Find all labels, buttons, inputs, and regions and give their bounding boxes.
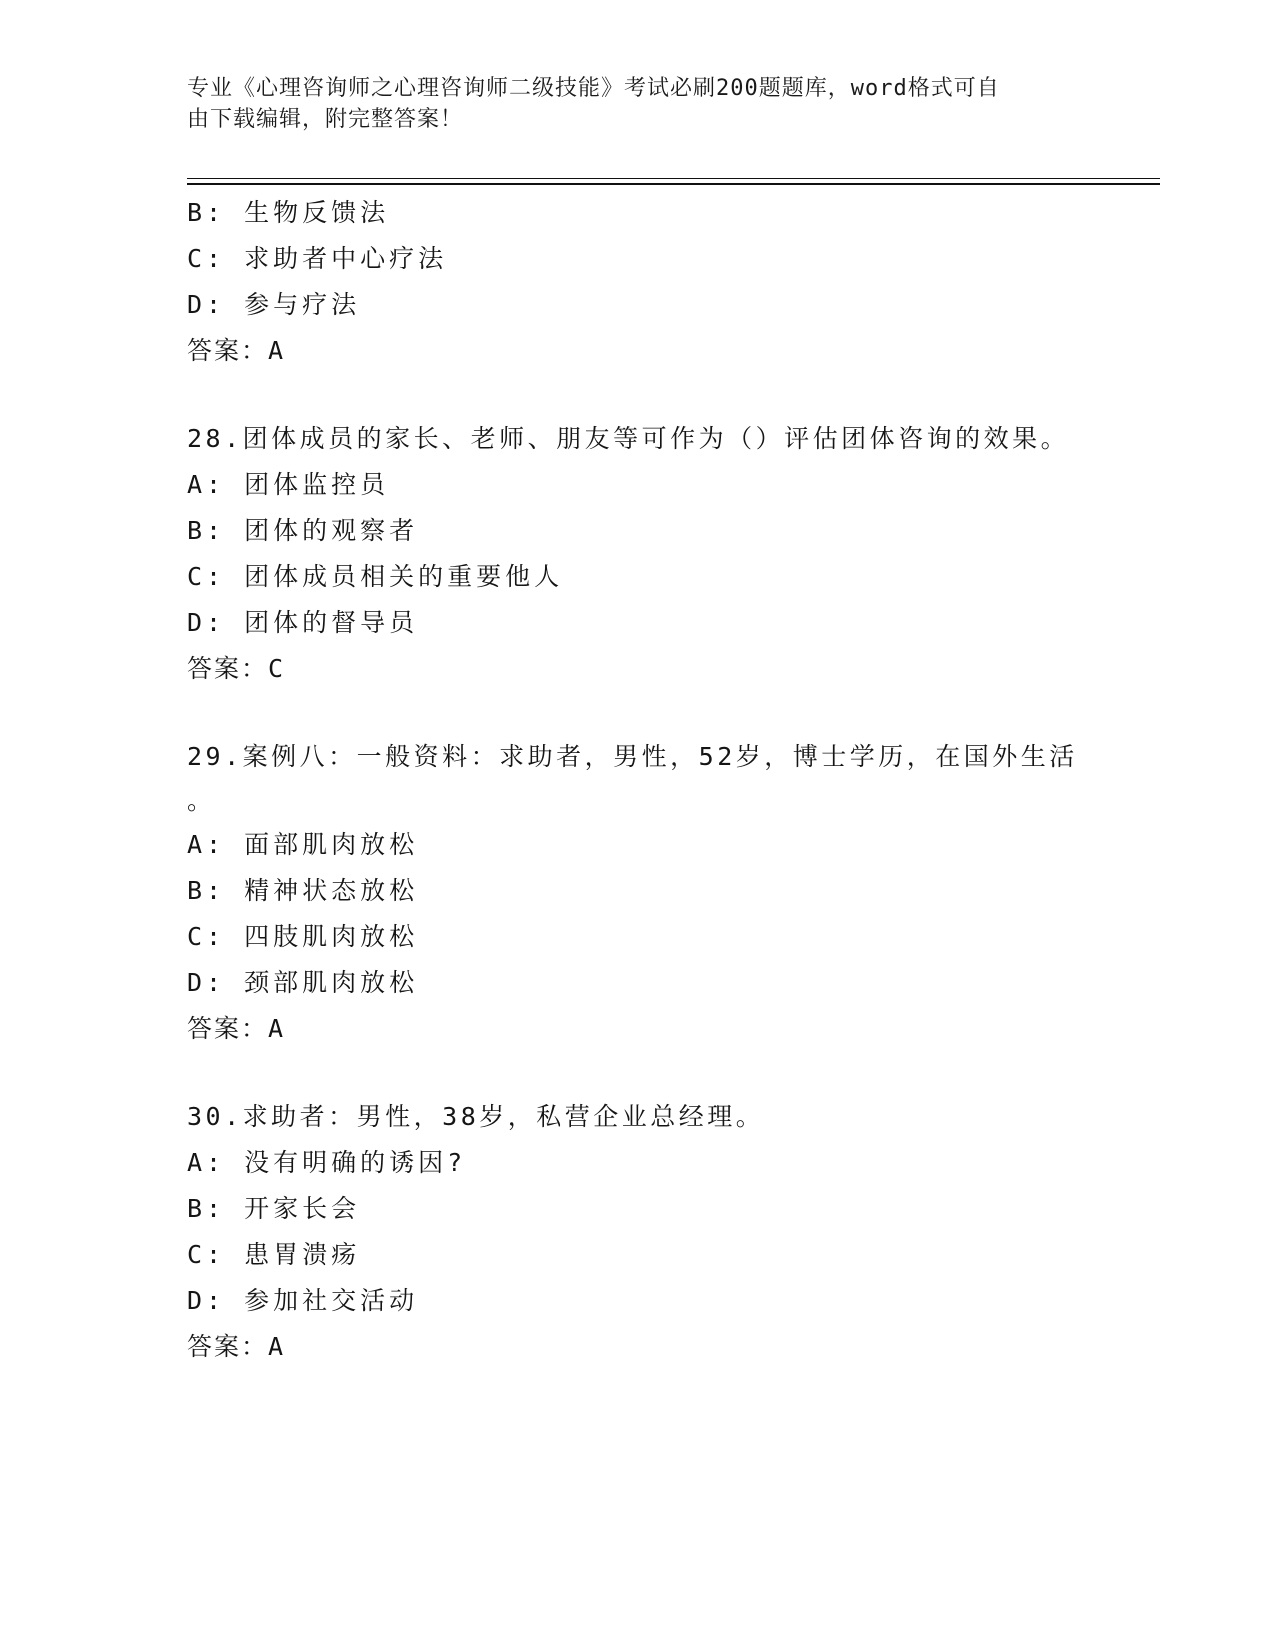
spacer [187,374,1147,416]
question-27-tail [187,190,1147,374]
answer-line: 答案：A [187,1332,286,1361]
option-d: D: 参加社交活动 [187,1286,419,1315]
option-c: C: 求助者中心疗法 [187,244,448,273]
header-divider-thin [187,178,1160,179]
header-line-1: 专业《心理咨询师之心理咨询师二级技能》考试必刷200题题库，word格式可自 [187,76,1000,101]
option-a: A: 面部肌肉放松 [187,830,419,859]
question-stem: 29.案例八：一般资料：求助者，男性，52岁，博士学历，在国外生活 [187,742,1078,771]
option-c: C: 患胃溃疡 [187,1240,361,1269]
page-header [187,73,1067,135]
option-b: B: 生物反馈法 [187,198,390,227]
option-c: C: 团体成员相关的重要他人 [187,562,564,591]
question-30 [187,1094,1147,1370]
header-divider-thick [187,183,1160,185]
option-c: C: 四肢肌肉放松 [187,922,419,951]
option-b: B: 团体的观察者 [187,516,419,545]
spacer [187,692,1147,734]
answer-line: 答案：A [187,336,286,365]
header-line-2: 由下载编辑，附完整答案！ [187,107,464,132]
spacer [187,1052,1147,1094]
question-29 [187,734,1147,1052]
question-stem: 28.团体成员的家长、老师、朋友等可作为（）评估团体咨询的效果。 [187,424,1070,453]
question-list [187,190,1147,1370]
option-d: D: 颈部肌肉放松 [187,968,419,997]
option-d: D: 团体的督导员 [187,608,419,637]
question-stem-continuation: 。 [187,786,213,815]
option-a: A: 团体监控员 [187,470,390,499]
answer-line: 答案：C [187,654,286,683]
option-a: A: 没有明确的诱因? [187,1148,467,1177]
answer-line: 答案：A [187,1014,286,1043]
option-b: B: 开家长会 [187,1194,361,1223]
question-stem: 30.求助者：男性，38岁，私营企业总经理。 [187,1102,765,1131]
option-b: B: 精神状态放松 [187,876,419,905]
question-28 [187,416,1147,692]
option-d: D: 参与疗法 [187,290,361,319]
